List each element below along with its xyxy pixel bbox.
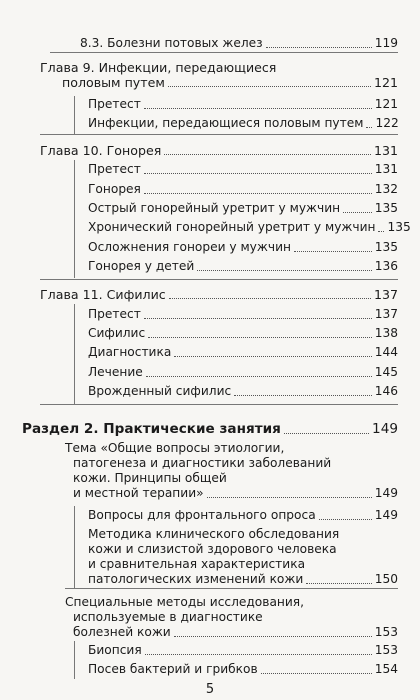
entry-title-line: болезней кожи xyxy=(73,625,171,639)
dot-leader xyxy=(261,673,372,674)
entry-title: Претест xyxy=(88,307,141,321)
entry-title-line: Специальные методы исследования, xyxy=(65,595,305,609)
toc-entry xyxy=(88,345,398,360)
entry-title: Вопросы для фронтального опроса xyxy=(88,508,316,522)
toc-entry xyxy=(88,116,398,131)
entry-page: 121 xyxy=(373,75,398,90)
entry-title-line: патогенеза и диагностики заболеваний xyxy=(73,456,332,470)
entry-page: 131 xyxy=(373,143,398,158)
chapter-entry xyxy=(40,143,398,158)
entry-title-line: и местной терапии» xyxy=(73,486,204,500)
toc-entry xyxy=(88,182,398,197)
dot-leader xyxy=(306,583,371,584)
entry-page: 136 xyxy=(374,259,398,273)
dot-leader xyxy=(148,337,372,338)
dot-leader xyxy=(146,376,372,377)
entry-title-line: кожи и слизистой здорового человека xyxy=(88,542,337,556)
dot-leader xyxy=(294,251,372,252)
toc-entry xyxy=(88,259,398,274)
dot-leader xyxy=(319,519,372,520)
entry-page: 146 xyxy=(374,384,398,398)
entry-title: Глава 11. Сифилис xyxy=(40,287,166,302)
entry-title-line: кожи. Принципы общей xyxy=(73,471,227,485)
entry-page: 144 xyxy=(374,345,398,359)
chapter-entry xyxy=(40,60,398,90)
divider xyxy=(40,134,398,135)
divider xyxy=(74,96,75,134)
entry-page: 135 xyxy=(387,220,411,234)
toc-entry xyxy=(88,201,398,216)
entry-page: 131 xyxy=(374,162,398,176)
toc-entry xyxy=(88,220,411,235)
divider xyxy=(74,160,75,278)
entry-page: 145 xyxy=(374,365,398,379)
entry-page: 138 xyxy=(374,326,398,340)
toc-entry xyxy=(65,441,398,501)
divider xyxy=(40,404,398,405)
entry-title: Диагностика xyxy=(88,345,172,359)
entry-title: Посев бактерий и грибков xyxy=(88,662,258,676)
entry-title: Острый гонорейный уретрит у мужчин xyxy=(88,201,341,215)
entry-title-line: Тема «Общие вопросы этиологии, xyxy=(65,441,285,455)
entry-title: Хронический гонорейный уретрит у мужчин xyxy=(88,220,376,234)
toc-entry xyxy=(65,595,398,640)
dot-leader xyxy=(174,636,372,637)
entry-title: Гонорея у детей xyxy=(88,259,195,273)
toc-entry xyxy=(88,384,398,399)
dot-leader xyxy=(174,356,371,357)
entry-page: 121 xyxy=(374,97,398,111)
divider xyxy=(74,506,75,588)
entry-page: 150 xyxy=(374,572,398,586)
entry-page: 149 xyxy=(374,508,398,522)
dot-leader xyxy=(207,497,372,498)
entry-page: 153 xyxy=(374,625,398,639)
toc-entry xyxy=(88,326,398,341)
dot-leader xyxy=(144,173,372,174)
entry-title: Претест xyxy=(88,162,141,176)
entry-page: 154 xyxy=(374,662,398,676)
divider xyxy=(40,279,398,280)
entry-title-line: патологических изменений кожи xyxy=(88,572,304,586)
section-entry xyxy=(22,422,398,437)
dot-leader xyxy=(234,395,372,396)
entry-page: 132 xyxy=(374,182,398,196)
entry-title-line: и сравнительная характеристика xyxy=(88,557,306,571)
dot-leader xyxy=(145,654,372,655)
dot-leader xyxy=(144,108,372,109)
entry-title: 8.3. Болезни потовых желез xyxy=(80,36,263,50)
toc-entry xyxy=(88,240,398,255)
dot-leader xyxy=(366,127,372,128)
toc-entry xyxy=(88,97,398,112)
entry-title: Претест xyxy=(88,97,141,111)
page-number: 5 xyxy=(205,682,215,697)
divider xyxy=(65,588,398,589)
dot-leader xyxy=(164,154,371,155)
chapter-entry xyxy=(40,287,398,302)
toc-entry xyxy=(88,643,398,658)
entry-title: Врожденный сифилис xyxy=(88,384,232,398)
entry-title: Раздел 2. Практические занятия xyxy=(22,421,281,437)
divider xyxy=(50,52,398,53)
entry-page: 122 xyxy=(375,116,399,130)
entry-page: 153 xyxy=(374,643,398,657)
toc-entry xyxy=(80,36,398,51)
entry-title: Осложнения гонореи у мужчин xyxy=(88,240,291,254)
entry-title: Лечение xyxy=(88,365,143,379)
entry-page: 149 xyxy=(372,421,398,437)
dot-leader xyxy=(144,318,372,319)
dot-leader xyxy=(169,298,371,299)
divider xyxy=(74,304,75,404)
entry-title: Гонорея xyxy=(88,182,141,196)
entry-title: Глава 10. Гонорея xyxy=(40,143,162,158)
entry-title-line: используемые в диагностике xyxy=(73,610,263,624)
entry-title: Инфекции, передающиеся половым путем xyxy=(88,116,364,130)
entry-title: Биопсия xyxy=(88,643,142,657)
dot-leader xyxy=(378,231,384,232)
toc-entry xyxy=(88,662,398,677)
entry-page: 119 xyxy=(374,36,398,50)
dot-leader xyxy=(197,270,371,271)
entry-title-line: половым путем xyxy=(62,75,165,90)
dot-leader xyxy=(284,433,369,434)
dot-leader xyxy=(168,86,371,87)
dot-leader xyxy=(343,212,372,213)
toc-entry xyxy=(88,307,398,322)
entry-title-line: Глава 9. Инфекции, передающиеся xyxy=(40,60,277,75)
entry-page: 135 xyxy=(374,201,398,215)
entry-page: 137 xyxy=(374,307,398,321)
entry-page: 149 xyxy=(374,486,398,500)
dot-leader xyxy=(144,193,372,194)
toc-entry xyxy=(88,162,398,177)
toc-entry xyxy=(88,508,398,523)
toc-entry xyxy=(88,527,398,587)
divider xyxy=(74,641,75,679)
entry-title-line: Методика клинического обследования xyxy=(88,527,340,541)
toc-entry xyxy=(88,365,398,380)
entry-title: Сифилис xyxy=(88,326,146,340)
entry-page: 135 xyxy=(374,240,398,254)
entry-page: 137 xyxy=(373,287,398,302)
dot-leader xyxy=(266,47,372,48)
